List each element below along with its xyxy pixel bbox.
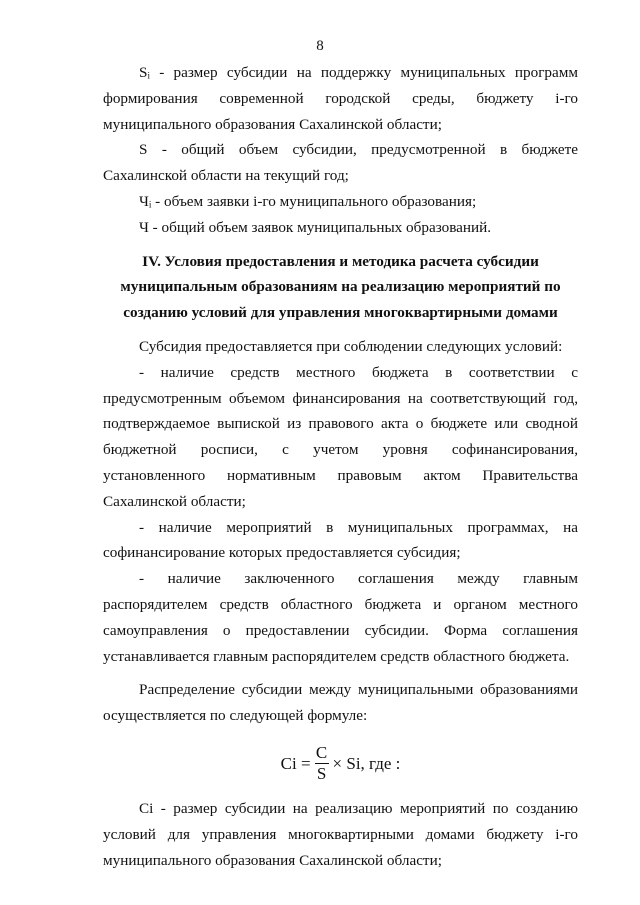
formula-denominator: S <box>316 763 327 783</box>
condition-item: - наличие средств местного бюджета в соответствии с предусмотренным объемом финансирования на соответствующий год, подтверждаемое выпиской из правового акта о бюджете или сводной бюджетной росписи, с учетом уровня софинансирования, установленного нормативным правовым актом Правительства Сахалинской области; <box>103 363 578 510</box>
definition-si: Sᵢ - размер субсидии на поддержку муниципальных программ формирования современной городской среды, бюджету i-го муниципального образования Сахалинской области; <box>103 64 578 133</box>
formula-numerator: C <box>315 742 328 762</box>
spacer <box>103 241 578 249</box>
distribution-text: Распределение субсидии между муниципальными образованиями осуществляется по следующей формуле: <box>103 681 578 725</box>
conditions-intro: Субсидия предоставляется при соблюдении следующих условий: <box>139 337 563 355</box>
section-heading: IV. Условия предоставления и методика расчета субсидии муниципальным образованиям на реализацию мероприятий по созданию условий для управления многоквартирными домами <box>120 252 561 322</box>
definition-ci: Ci - размер субсидии на реализацию мероприятий по созданию условий для управления многоквартирными домами бюджету i-го муниципального образования Сахалинской области; <box>103 799 578 869</box>
document-body <box>103 60 578 873</box>
condition-item: - наличие мероприятий в муниципальных программах, на софинансирование которых предоставляется субсидия; <box>103 518 578 562</box>
spacer <box>103 326 578 334</box>
formula-fraction <box>315 743 329 784</box>
distribution-formula <box>103 743 578 784</box>
condition-item: - наличие заключенного соглашения между главным распорядителем средств областного бюджета и органом местного самоуправления о предоставлении субсидии. Форма соглашения устанавливается главным распорядителем средств областного бюджета. <box>103 570 578 665</box>
formula-rhs: × Si, где : <box>332 753 401 773</box>
page-number: 8 <box>316 38 324 54</box>
definition-ch: Ч - общий объем заявок муниципальных образований. <box>139 218 492 236</box>
formula-lhs: Ci = <box>280 753 311 773</box>
definition-chi: Чᵢ - объем заявки i-го муниципального образования; <box>139 192 477 210</box>
definition-s: S - общий объем субсидии, предусмотренной в бюджете Сахалинской области на текущий год; <box>103 141 578 185</box>
spacer <box>103 669 578 677</box>
